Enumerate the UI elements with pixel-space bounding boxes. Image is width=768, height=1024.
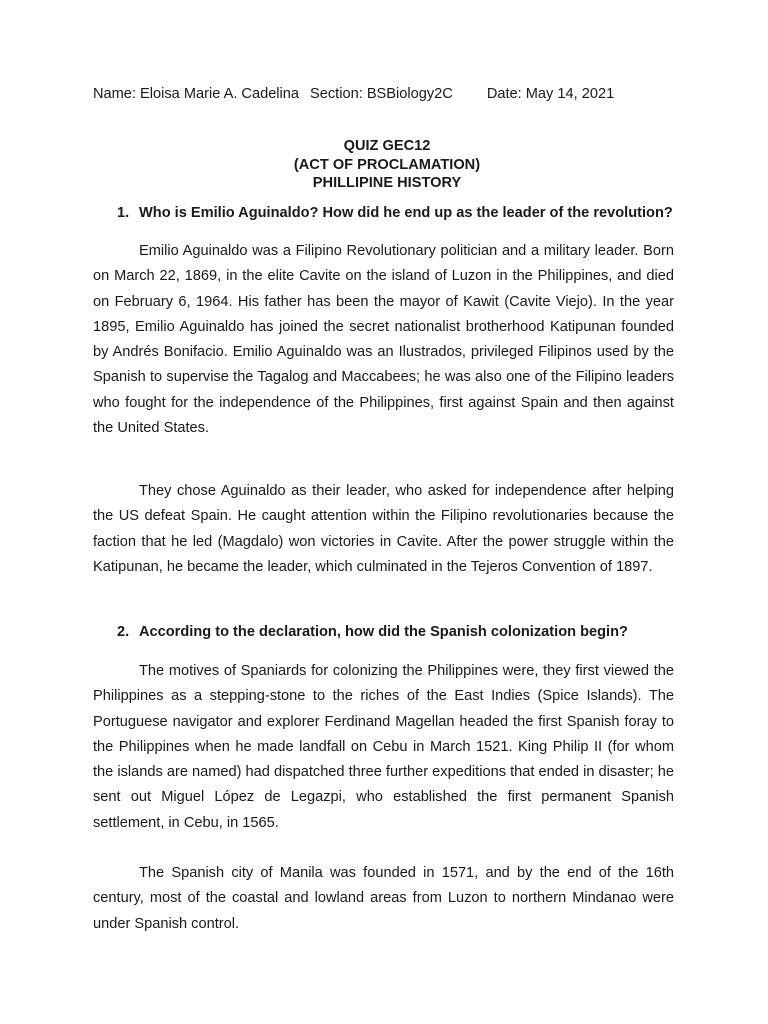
student-header: [93, 86, 708, 102]
question-number: 2.: [117, 624, 130, 640]
question-text: According to the declaration, how did the Spanish colonization begin?: [139, 624, 628, 640]
answer-1-paragraph-2: They chose Aguinaldo as their leader, who asked for independence after helping the US defeat Spain. He caught attention within the Filipino revolutionaries because the faction that he led (Magdalo) won victories in Cavite. After the power struggle within the Katipunan, he became the leader, which culminated in the Tejeros Convention of 1897.: [93, 483, 674, 575]
answer-1-paragraph-1: Emilio Aguinaldo was a Filipino Revolutionary politician and a military leader. Born on March 22, 1869, in the elite Cavite on the island of Luzon in the Philippines, and died on February 6, 1964. His father has been the mayor of Kawit (Cavite Viejo). In the year 1895, Emilio Aguinaldo has joined the secret nationalist brotherhood Katipunan founded by Andrés Bonifacio. Emilio Aguinaldo was an Ilustrados, privileged Filipinos used by the Spanish to supervise the Tagalog and Maccabees; he was also one of the Filipino leaders who fought for the independence of the Philippines, first against Spain and then against the United States.: [93, 243, 674, 437]
answer-2-paragraph-2: The Spanish city of Manila was founded in 1571, and by the end of the 16th century, most of the coastal and lowland areas from Luzon to northern Mindanao were under Spanish control.: [93, 865, 674, 932]
question-1: [117, 204, 674, 223]
question-number: 1.: [117, 205, 130, 221]
title-line-1: QUIZ GEC12: [343, 138, 431, 154]
question-text: Who is Emilio Aguinaldo? How did he end up as the leader of the revolution?: [139, 205, 673, 221]
document-title-block: [0, 137, 768, 193]
title-line-3: PHILLIPINE HISTORY: [312, 175, 462, 191]
student-section: Section: BSBiology2C: [310, 86, 453, 102]
title-line-2: (ACT OF PROCLAMATION): [293, 156, 481, 173]
answer-2-paragraph-1: The motives of Spaniards for colonizing the Philippines were, they first viewed the Philippines as a stepping-stone to the riches of the East Indies (Spice Islands). The Portuguese navigator and explorer Ferdinand Magellan headed the first Spanish foray to the Philippines when he made landfall on Cebu in March 1521. King Philip II (for whom the islands are named) had dispatched three further expeditions that ended in disaster; he sent out Miguel López de Legazpi, who established the first permanent Spanish settlement, in Cebu, in 1565.: [93, 663, 674, 831]
quiz-date: Date: May 14, 2021: [486, 86, 615, 102]
question-2: [117, 623, 674, 642]
student-name: Name: Eloisa Marie A. Cadelina: [93, 86, 300, 102]
